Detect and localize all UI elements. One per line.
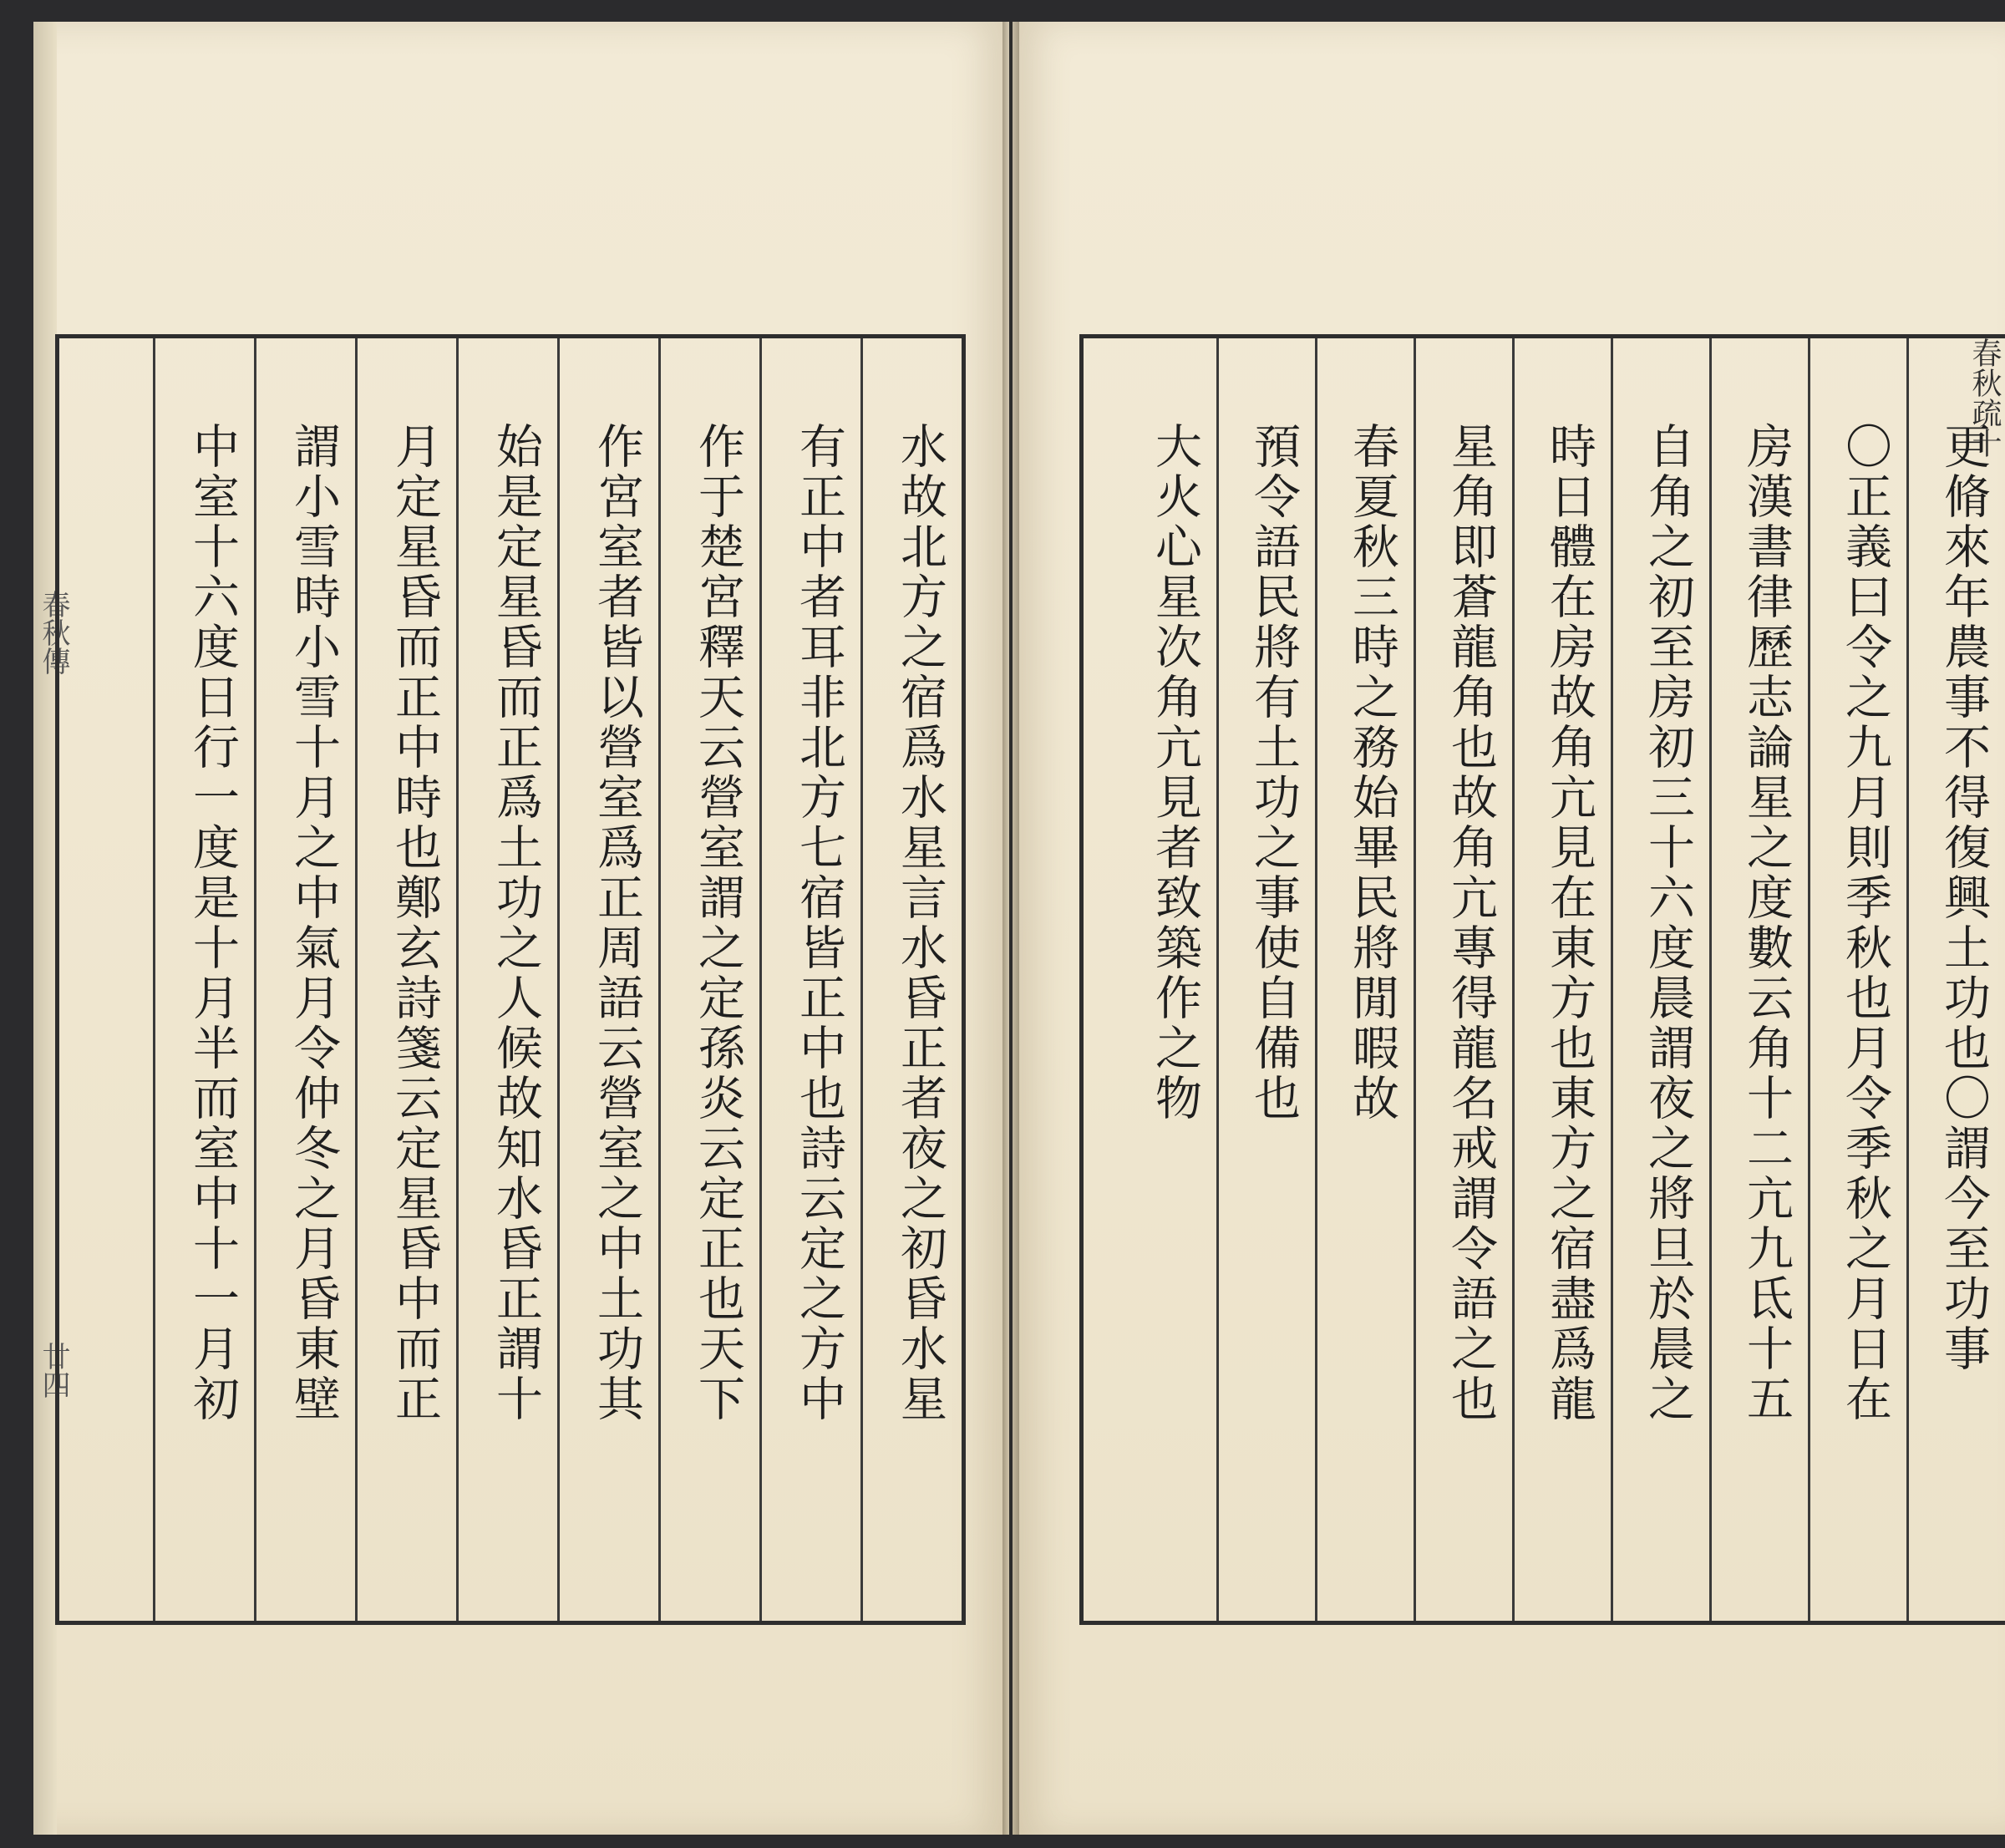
text-column: 更脩來年農事不得復興土功也〇謂今至功事 [1906,338,2005,1621]
text-column: 作于楚宮釋天云營室謂之定孫炎云定正也天下 [658,338,759,1621]
top-heading: 春秋疏十 [1967,338,2002,458]
right-text-frame [1079,334,2005,1625]
left-page-edge-strip [33,22,70,1835]
text-column: 水故北方之宿爲水星言水昏正者夜之初昏水星 [860,338,962,1621]
text-column: 星角即蒼龍角也故角亢專得龍名戒謂令語之也 [1414,338,1512,1621]
text-column: 時日體在房故角亢見在東方也東方之宿盡爲龍 [1512,338,1611,1621]
text-column: 預令語民將有土功之事使自備也 [1216,338,1315,1621]
text-column: 作宮室者皆以營室爲正周語云營室之中土功其 [557,338,658,1621]
text-column: 〇正義曰令之九月則季秋也月令季秋之月日在 [1808,338,1906,1621]
text-column: 謂小雪時小雪十月之中氣月令仲冬之月昏東壁 [254,338,355,1621]
book-gutter [1002,22,1019,1835]
margin-folio: 廿四 [37,1342,70,1399]
left-text-frame [55,334,966,1625]
text-column: 春夏秋三時之務始畢民將閒暇故 [1315,338,1414,1621]
text-column: 自角之初至房初三十六度晨謂夜之將旦於晨之 [1611,338,1709,1621]
text-column: 有正中者耳非北方七宿皆正中也詩云定之方中 [759,338,860,1621]
text-column: 大火心星次角亢見者致築作之物 [1148,422,1202,1124]
margin-title: 春秋傳 [37,590,70,675]
text-column: 始是定星昏而正爲土功之人候故知水昏正謂十 [456,338,557,1621]
text-column: 中室十六度日行一度是十月半而室中十一月初 [153,338,254,1621]
text-column: 月定星昏而正中時也鄭玄詩箋云定星昏中而正 [355,338,456,1621]
text-column: 房漢書律歷志論星之度數云角十二亢九氐十五 [1709,338,1808,1621]
